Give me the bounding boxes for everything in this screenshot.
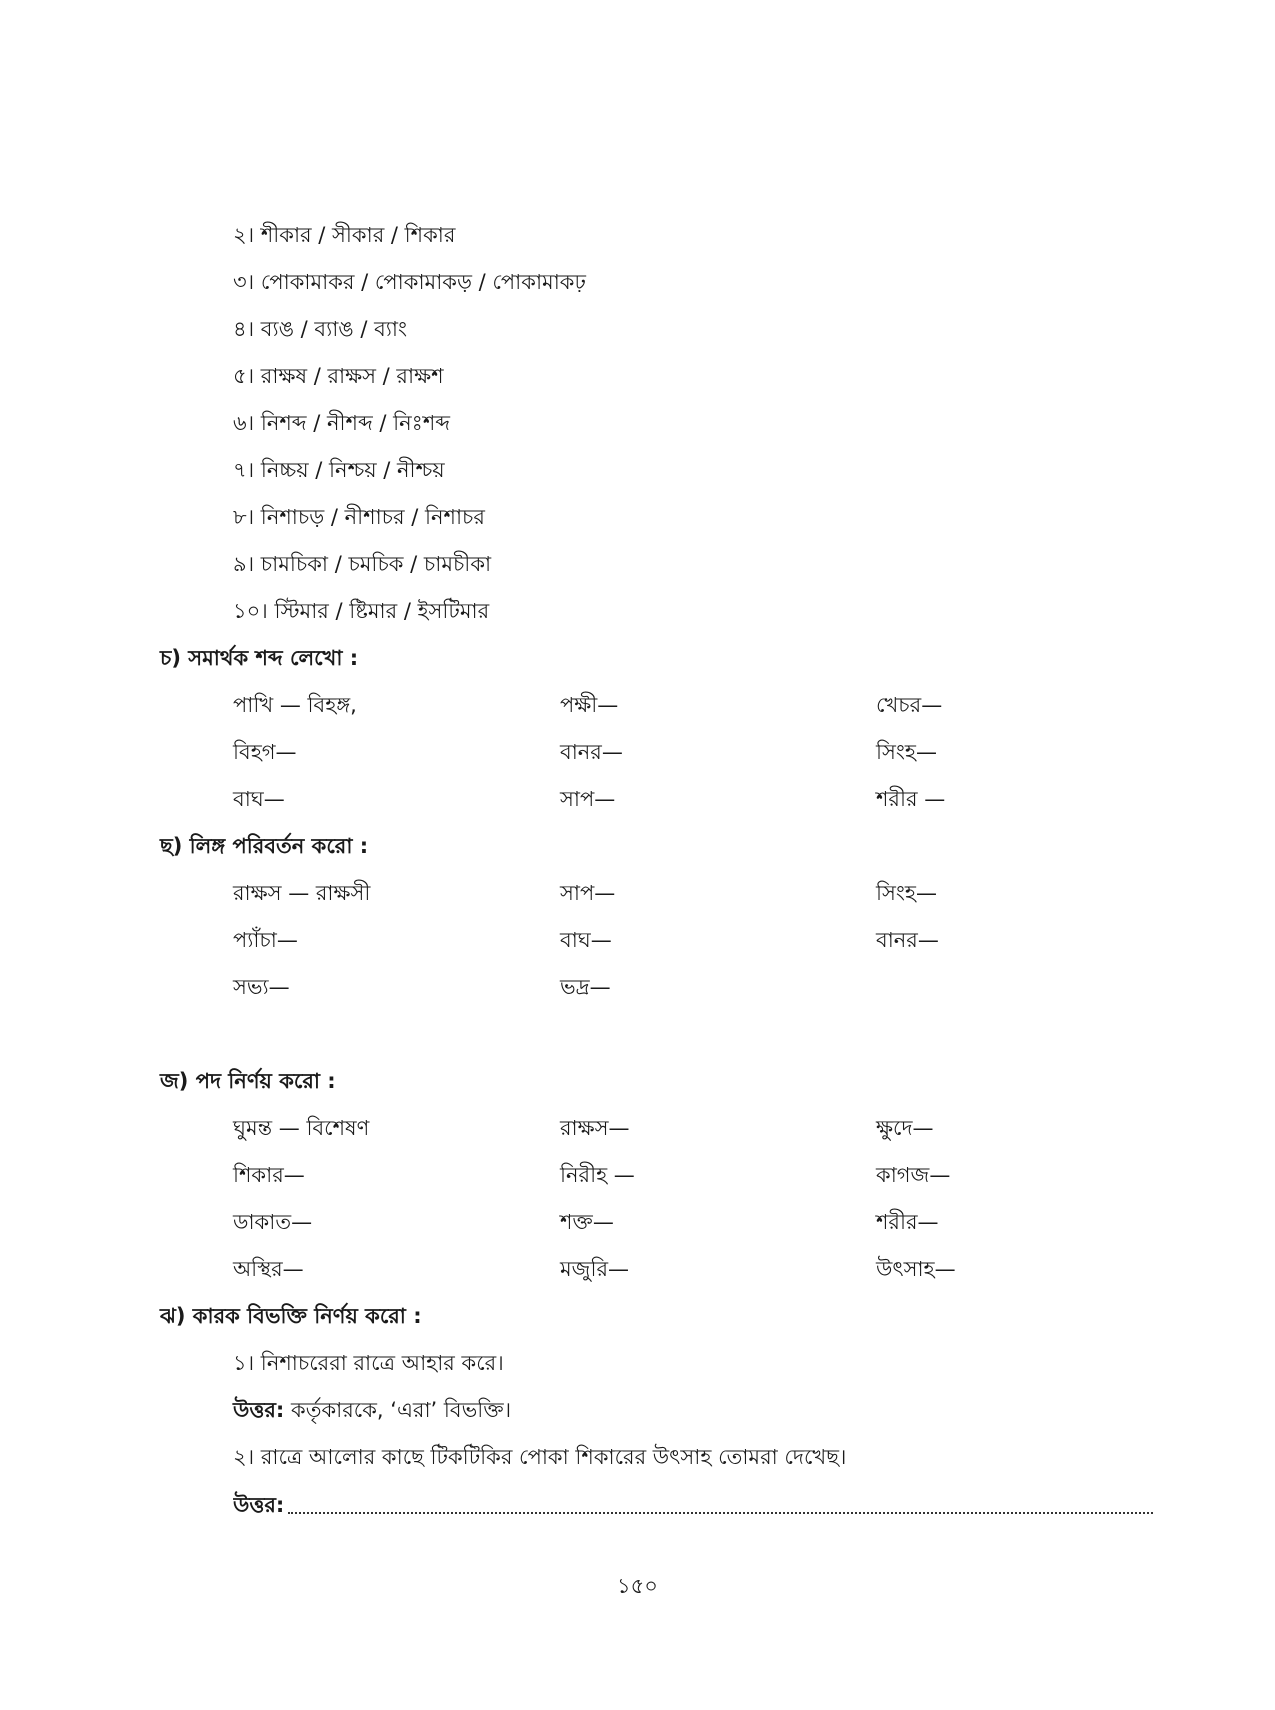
answer-label: উত্তর: — [233, 1493, 285, 1517]
exercise-cell: সিংহ— — [876, 881, 937, 905]
spelling-item: ৬। নিশব্দ / নীশব্দ / নিঃশব্দ — [233, 411, 451, 435]
exercise-cell: অস্থির— — [233, 1257, 304, 1281]
spelling-item: ২। শীকার / সীকার / শিকার — [233, 223, 456, 247]
exercise-cell: খেচর— — [876, 693, 943, 717]
exercise-cell: বাঘ— — [233, 787, 285, 811]
dotted-answer-line — [288, 1512, 1153, 1514]
exercise-cell: শক্ত— — [560, 1210, 614, 1234]
exercise-cell: পাখি — বিহঙ্গ, — [233, 693, 357, 717]
spelling-item: ৮। নিশাচড় / নীশাচর / নিশাচর — [233, 505, 485, 529]
exercise-cell: সাপ— — [560, 881, 616, 905]
answer-2-blank — [233, 1490, 1153, 1520]
exercise-cell: ভদ্র— — [560, 975, 611, 999]
exercise-cell: বানর— — [876, 928, 939, 952]
spelling-item: ৩। পোকামাকর / পোকামাকড় / পোকামাকঢ় — [233, 270, 586, 294]
answer-1 — [233, 1395, 511, 1425]
exercise-cell: বাঘ— — [560, 928, 612, 952]
exercise-cell: শরীর— — [876, 1210, 939, 1234]
question-1: ১। নিশাচরেরা রাত্রে আহার করে। — [233, 1351, 504, 1375]
exercise-cell: শিকার— — [233, 1163, 305, 1187]
exercise-cell: পক্ষী— — [560, 693, 619, 717]
exercise-cell: কাগজ— — [876, 1163, 951, 1187]
exercise-cell: বিহগ— — [233, 740, 297, 764]
spelling-item: ৯। চামচিকা / চমচিক / চামচীকা — [233, 552, 492, 576]
spelling-item: ৫। রাক্ষষ / রাক্ষস / রাক্ষশ — [233, 364, 444, 388]
section-heading-case-inflection: ঝ) কারক বিভক্তি নির্ণয় করো : — [160, 1304, 422, 1328]
exercise-cell: ঘুমন্ত — বিশেষণ — [233, 1116, 370, 1140]
question-2: ২। রাত্রে আলোর কাছে টিকটিকির পোকা শিকারের উৎসাহ তোমরা দেখেছ। — [233, 1445, 847, 1469]
exercise-cell: শরীর — — [876, 787, 946, 811]
exercise-cell: রাক্ষস — রাক্ষসী — [233, 881, 371, 905]
section-heading-gender-change: ছ) লিঙ্গ পরিবর্তন করো : — [160, 834, 369, 858]
exercise-cell: প্যাঁচা— — [233, 928, 298, 952]
spelling-item: ৪। ব্যঙ / ব্যাঙ / ব্যাং — [233, 317, 408, 341]
exercise-cell: ক্ষুদে— — [876, 1116, 934, 1140]
answer-label: উত্তর: — [233, 1398, 285, 1422]
spelling-item: ১০। স্টিমার / ষ্টিমার / ইসটিমার — [233, 599, 490, 623]
spelling-item: ৭। নিচ্চয় / নিশ্চয় / নীশ্চয় — [233, 458, 445, 482]
exercise-cell: রাক্ষস— — [560, 1116, 630, 1140]
exercise-cell: সাপ— — [560, 787, 616, 811]
section-heading-parts-of-speech: জ) পদ নির্ণয় করো : — [160, 1069, 336, 1093]
exercise-cell: সিংহ— — [876, 740, 937, 764]
exercise-cell: মজুরি— — [560, 1257, 630, 1281]
page-number: ১৫০ — [617, 1574, 658, 1598]
exercise-cell: সভ্য— — [233, 975, 290, 999]
exercise-cell: বানর— — [560, 740, 623, 764]
exercise-cell: ডাকাত— — [233, 1210, 313, 1234]
section-heading-synonyms: চ) সমার্থক শব্দ লেখো : — [160, 646, 359, 670]
exercise-cell: নিরীহ — — [560, 1163, 635, 1187]
answer-text: কর্তৃকারকে, ‘এরা’ বিভক্তি। — [284, 1398, 512, 1422]
exercise-cell: উৎসাহ— — [876, 1257, 956, 1281]
